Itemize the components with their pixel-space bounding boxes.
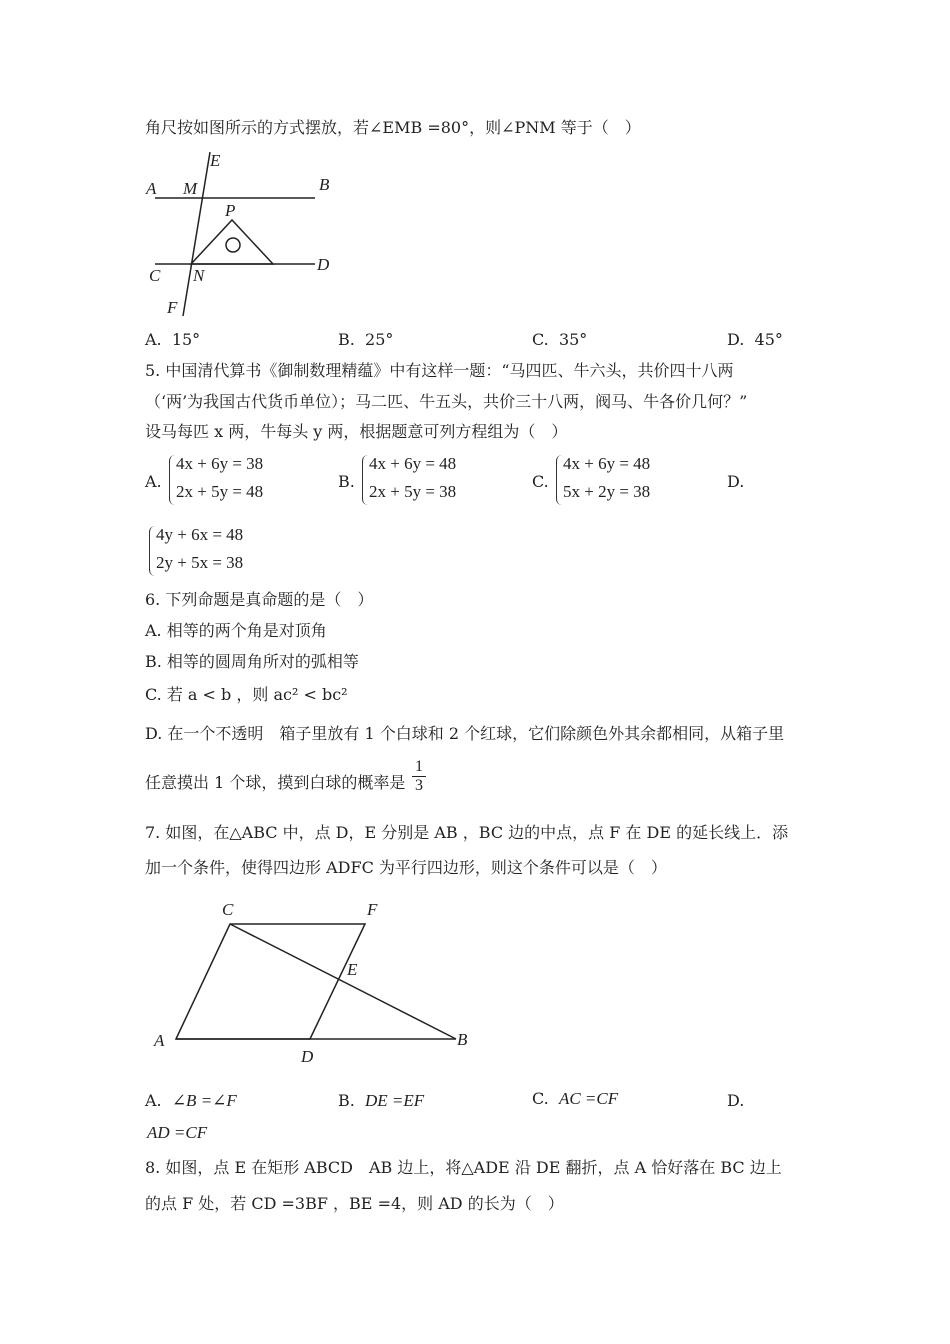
line-ef bbox=[183, 152, 210, 316]
label-f: F bbox=[367, 900, 378, 919]
q5-line2: （‘两’为我国古代货币单位）；马二匹、牛五头，共价三十八两，阀马、牛各价几何？” bbox=[145, 392, 748, 411]
q5-option-b-system: 4x + 6y = 48 2x + 5y = 38 bbox=[369, 454, 457, 501]
q4-figure bbox=[140, 148, 340, 323]
q4-stem: 角尺按如图所示的方式摆放，若∠EMB =80°，则∠PNM 等于（ ） bbox=[145, 118, 641, 137]
label-m: M bbox=[183, 179, 198, 198]
label-n: N bbox=[193, 266, 205, 285]
q5-option-d-system: 4y + 6x = 48 2y + 5x = 38 bbox=[156, 525, 244, 572]
label-d: D bbox=[301, 1047, 314, 1066]
q4-option-c[interactable]: C. 35° bbox=[532, 330, 588, 349]
q7-figure bbox=[148, 895, 488, 1070]
q6-fraction: 1 3 bbox=[412, 758, 426, 795]
q6-option-d-line1[interactable]: D. 在一个不透明 箱子里放有 1 个白球和 2 个红球，它们除颜色外其余都相同，从箱子里 bbox=[145, 724, 785, 743]
q5-option-d-brace bbox=[149, 526, 156, 576]
q7-option-d-letter[interactable]: D. bbox=[727, 1091, 745, 1110]
q5-option-c-system: 4x + 6y = 48 5x + 2y = 38 bbox=[563, 454, 651, 501]
label-a: A bbox=[154, 1031, 165, 1050]
label-p: P bbox=[225, 201, 236, 220]
q7-line2: 加一个条件，使得四边形 ADFC 为平行四边形，则这个条件可以是（ ） bbox=[145, 858, 667, 877]
label-b: B bbox=[457, 1030, 468, 1049]
q5-line1: 5. 中国清代算书《御制数理精蕴》中有这样一题：“马四匹、牛六头，共价四十八两 bbox=[145, 361, 734, 380]
q5-option-a-brace bbox=[169, 455, 176, 505]
q7-option-d-text[interactable]: AD =CF bbox=[147, 1123, 208, 1142]
q4-option-a[interactable]: A. 15° bbox=[145, 330, 201, 349]
q5-option-a-letter[interactable]: A. bbox=[145, 472, 162, 491]
label-b: B bbox=[319, 175, 330, 194]
label-d: D bbox=[317, 255, 330, 274]
q6-option-b[interactable]: B. 相等的圆周角所对的弧相等 bbox=[145, 652, 359, 671]
ruler-hole bbox=[226, 238, 240, 252]
label-a: A bbox=[146, 179, 157, 198]
q5-option-b-brace bbox=[362, 455, 369, 505]
q8-line1: 8. 如图，点 E 在矩形 ABCD AB 边上，将△ADE 沿 DE 翻折，点 A 恰好落在 BC 边上 bbox=[145, 1158, 782, 1177]
side-cb bbox=[230, 924, 456, 1039]
q7-option-a[interactable]: A. ∠B =∠F bbox=[145, 1091, 237, 1110]
q6-option-c[interactable]: C. 若 a < b ，则 ac² < bc² bbox=[145, 685, 348, 704]
label-f: F bbox=[167, 298, 178, 317]
q4-option-d[interactable]: D. 45° bbox=[727, 330, 783, 349]
quad-adfc bbox=[176, 924, 365, 1039]
q5-option-c-letter[interactable]: C. bbox=[532, 472, 549, 491]
q6-stem: 6. 下列命题是真命题的是（ ） bbox=[145, 590, 374, 609]
q7-line1: 7. 如图，在△ABC 中，点 D，E 分别是 AB ，BC 边的中点，点 F 在 DE 的延长线上．添 bbox=[145, 823, 789, 842]
q4-option-b[interactable]: B. 25° bbox=[338, 330, 394, 349]
q5-line3: 设马每匹 x 两，牛每头 y 两，根据题意可列方程组为（ ） bbox=[145, 422, 568, 441]
q5-option-c-brace bbox=[556, 455, 563, 505]
q6-option-a[interactable]: A. 相等的两个角是对顶角 bbox=[145, 621, 327, 640]
triangle-ruler bbox=[191, 220, 273, 264]
label-c: C bbox=[222, 900, 234, 919]
q7-option-c[interactable]: C. AC =CF bbox=[532, 1089, 619, 1108]
q5-option-b-letter[interactable]: B. bbox=[338, 472, 355, 491]
q5-option-a-system: 4x + 6y = 38 2x + 5y = 48 bbox=[176, 454, 264, 501]
label-e: E bbox=[210, 151, 221, 170]
q5-option-d-letter[interactable]: D. bbox=[727, 472, 745, 491]
q6-option-d-line2: 任意摸出 1 个球，摸到白球的概率是 bbox=[145, 773, 406, 792]
label-e: E bbox=[347, 960, 358, 979]
label-c: C bbox=[149, 266, 161, 285]
q7-option-b[interactable]: B. DE =EF bbox=[338, 1091, 425, 1110]
q8-line2: 的点 F 处，若 CD =3BF ，BE =4，则 AD 的长为（ ） bbox=[145, 1194, 564, 1213]
